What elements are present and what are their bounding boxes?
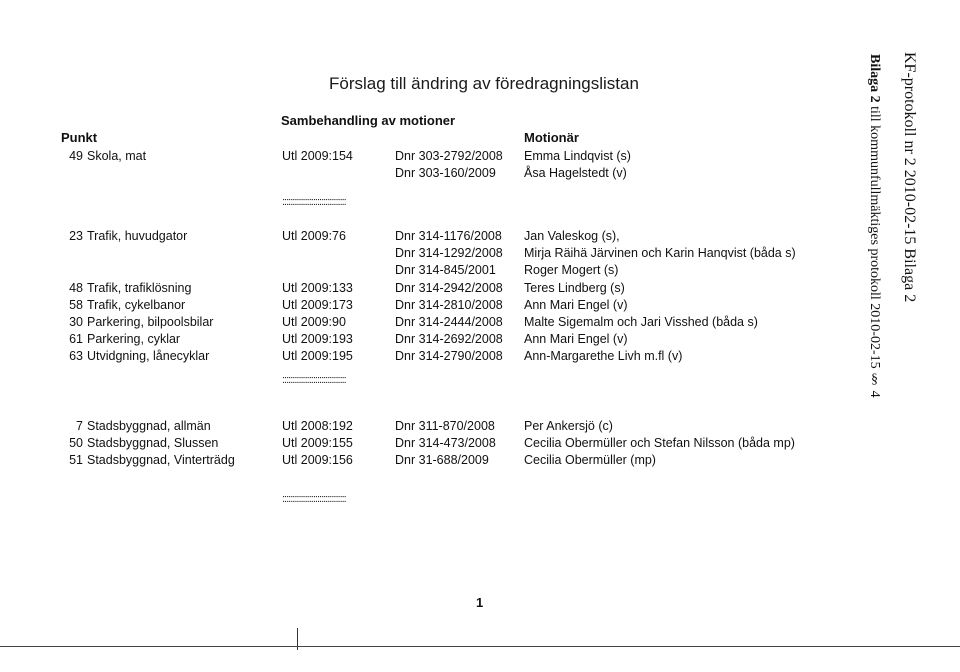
punkt-number: 30 <box>69 315 83 329</box>
table-row <box>0 419 860 436</box>
motionar-name: Per Ankersjö (c) <box>524 419 613 433</box>
dnr-ref: Dnr 31-688/2009 <box>395 453 489 467</box>
motionar-name: Åsa Hagelstedt (v) <box>524 166 627 180</box>
punkt-number: 7 <box>76 419 83 433</box>
dnr-ref: Dnr 314-2692/2008 <box>395 332 503 347</box>
utl-ref: Utl 2009:173 <box>282 297 353 312</box>
dnr-ref: Dnr 314-845/2001 <box>395 263 496 278</box>
appendix-side-label <box>866 54 882 398</box>
punkt-number: 58 <box>69 297 83 312</box>
dnr-ref: Dnr 303-160/2009 <box>395 166 496 180</box>
dnr-ref: Dnr 303-2792/2008 <box>395 149 503 163</box>
punkt-number: 63 <box>69 349 83 364</box>
table-row <box>0 349 860 366</box>
dnr-ref: Dnr 314-473/2008 <box>395 436 496 450</box>
utl-ref: Utl 2009:76 <box>282 229 346 243</box>
table-row <box>0 332 860 349</box>
punkt-topic: Trafik, trafiklösning <box>87 280 192 295</box>
page-title: Förslag till ändring av föredragningslistan <box>329 74 639 93</box>
punkt-topic: Skola, mat <box>87 149 147 163</box>
utl-ref: Utl 2009:90 <box>282 315 346 329</box>
utl-ref: Utl 2009:193 <box>282 332 353 347</box>
motionar-name: Teres Lindberg (s) <box>524 280 625 295</box>
utl-ref: Utl 2009:156 <box>282 453 353 467</box>
punkt-topic: Trafik, huvudgator <box>87 229 188 243</box>
punkt-number: 50 <box>69 436 83 450</box>
utl-ref: Utl 2009:154 <box>282 149 353 163</box>
punkt-topic: Parkering, bilpoolsbilar <box>87 315 214 329</box>
punkt-number: 23 <box>69 229 83 243</box>
dnr-ref: Dnr 314-2810/2008 <box>395 297 503 312</box>
appendix-rest: till kommunfullmäktiges protokoll 2010-02-15 § 4 <box>867 102 882 398</box>
punkt-topic: Trafik, cykelbanor <box>87 297 186 312</box>
dnr-ref: Dnr 314-2444/2008 <box>395 315 503 329</box>
section-subheading: Sambehandling av motioner <box>281 113 456 128</box>
column-header-punkt: Punkt <box>61 130 98 145</box>
group-separator: ::::::::::::::::::::::::::::::: <box>282 493 346 505</box>
dnr-ref: Dnr 314-2790/2008 <box>395 349 503 364</box>
appendix-bold: Bilaga 2 <box>867 54 882 103</box>
motionar-name: Mirja Räihä Järvinen och Karin Hanqvist (båda s) <box>524 246 796 261</box>
utl-ref: Utl 2008:192 <box>282 419 353 433</box>
punkt-topic: Parkering, cyklar <box>87 332 181 347</box>
motionar-name: Jan Valeskog (s), <box>524 229 620 243</box>
punkt-number: 49 <box>69 149 83 163</box>
punkt-topic: Stadsbyggnad, Vinterträdg <box>87 453 235 467</box>
table-row <box>0 263 860 280</box>
utl-ref: Utl 2009:155 <box>282 436 353 450</box>
table-row <box>0 315 860 332</box>
table-row <box>0 281 860 298</box>
table-row <box>0 229 860 246</box>
motionar-name: Cecilia Obermüller (mp) <box>524 453 656 467</box>
punkt-topic: Stadsbyggnad, allmän <box>87 419 211 433</box>
utl-ref: Utl 2009:195 <box>282 349 353 364</box>
table-row <box>0 453 860 470</box>
utl-ref: Utl 2009:133 <box>282 280 353 295</box>
table-row <box>0 246 860 263</box>
punkt-topic: Stadsbyggnad, Slussen <box>87 436 219 450</box>
punkt-number: 61 <box>69 332 83 347</box>
motionar-name: Ann Mari Engel (v) <box>524 297 628 312</box>
table-row <box>0 436 860 453</box>
table-row <box>0 166 860 183</box>
dnr-ref: Dnr 311-870/2008 <box>395 419 495 433</box>
punkt-number: 51 <box>69 453 83 467</box>
punkt-topic: Utvidgning, lånecyklar <box>87 349 210 364</box>
column-header-motionar: Motionär <box>524 130 579 145</box>
group-separator: ::::::::::::::::::::::::::::::: <box>282 374 346 386</box>
dnr-ref: Dnr 314-1176/2008 <box>395 229 502 243</box>
motionar-name: Cecilia Obermüller och Stefan Nilsson (båda mp) <box>524 436 795 450</box>
motionar-name: Ann Mari Engel (v) <box>524 332 628 347</box>
motionar-name: Emma Lindqvist (s) <box>524 149 631 163</box>
page-number: 1 <box>476 595 484 610</box>
table-row <box>0 298 860 315</box>
group-separator: ::::::::::::::::::::::::::::::: <box>282 196 346 208</box>
punkt-number: 48 <box>69 280 83 295</box>
motionar-name: Ann-Margarethe Livh m.fl (v) <box>524 349 683 364</box>
dnr-ref: Dnr 314-2942/2008 <box>395 280 503 295</box>
motionar-name: Roger Mogert (s) <box>524 263 619 278</box>
motionar-name: Malte Sigemalm och Jari Visshed (båda s) <box>524 315 758 329</box>
dnr-ref: Dnr 314-1292/2008 <box>395 246 503 261</box>
table-row <box>0 149 860 166</box>
footer-line <box>0 646 960 647</box>
protocol-side-label: KF-protokoll nr 2 2010-02-15 Bilaga 2 <box>901 52 918 303</box>
